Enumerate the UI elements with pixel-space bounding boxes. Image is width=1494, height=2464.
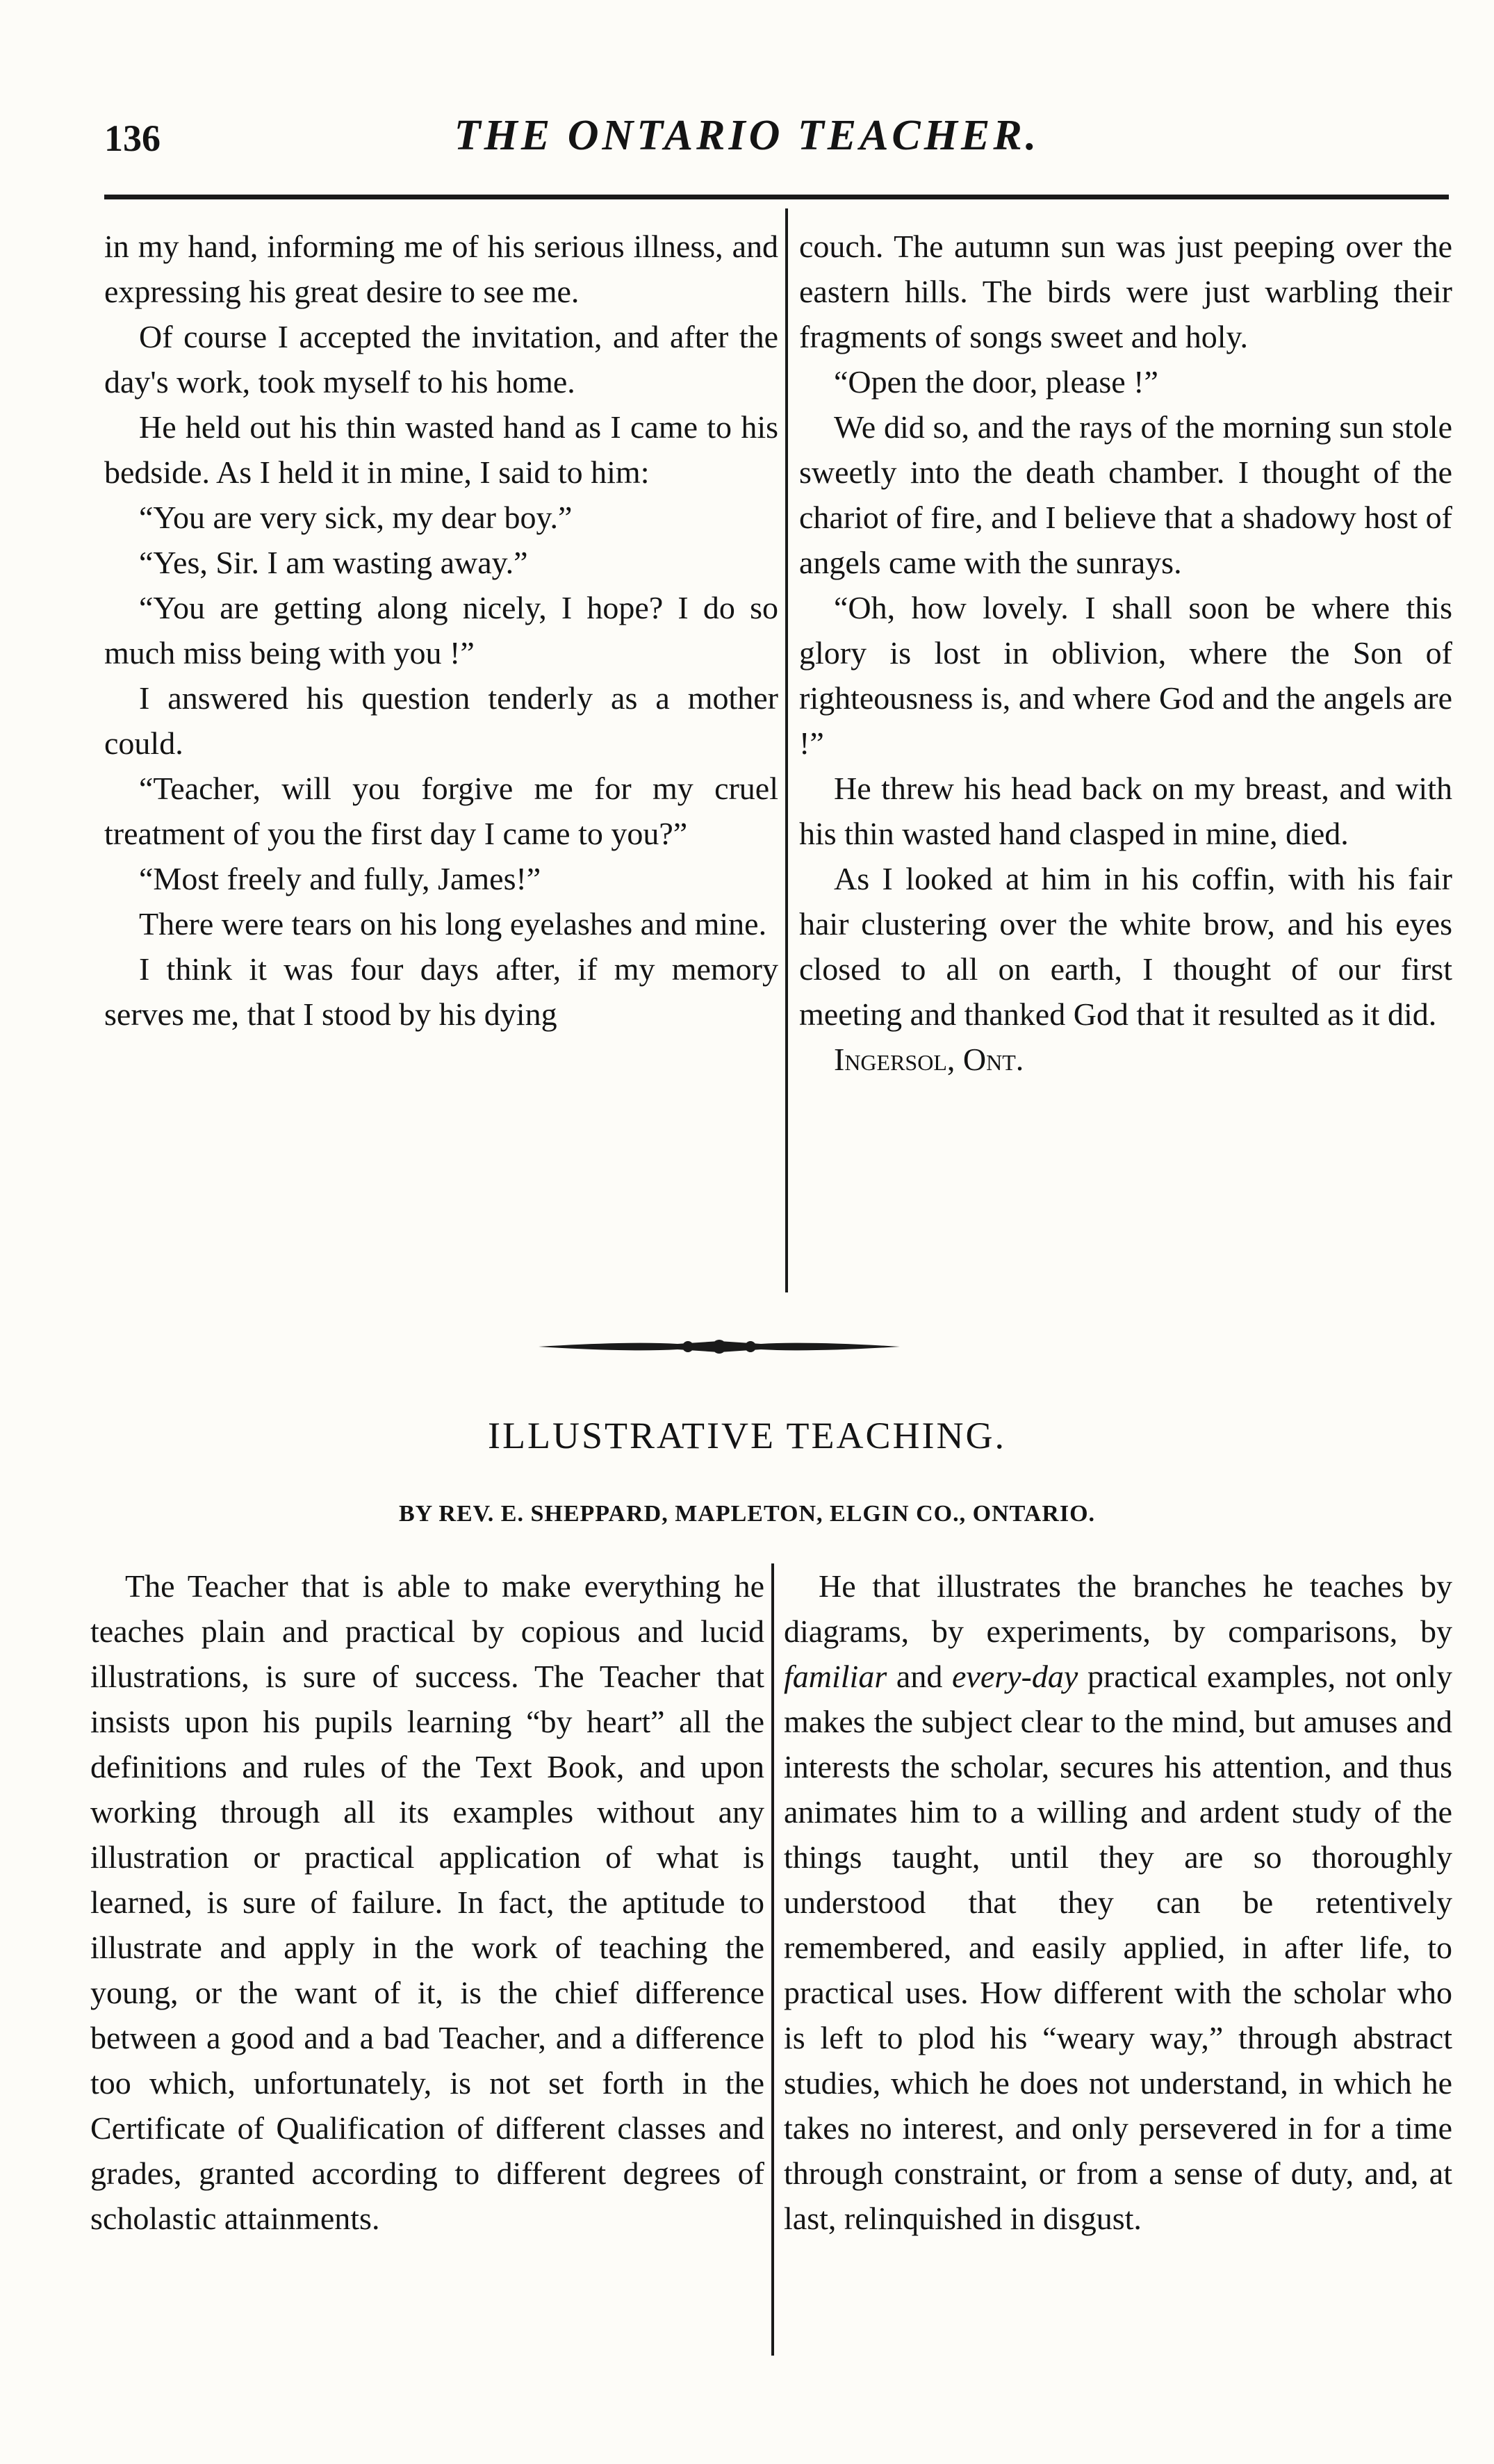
header-rule — [104, 195, 1449, 199]
signature: Ingersol, Ont. — [834, 1042, 1024, 1077]
paragraph: “Open the door, please !” — [834, 364, 1158, 400]
paragraph: The Teacher that is able to make everything he teaches plain and practical by copious and lucid illustrations, is sure of success. The Teacher that insists upon his pupils learning “by heart” all the definitions and rules of the Text Book, and upon working through all its examples without any illustration or practical application of what is learned, is sure of failure. In fact, the aptitude to illustrate and apply in the work of teaching the young, or the want of it, is the chief difference between a good and a bad Teacher, and a difference too which, unfortunately, is not set forth in the Certificate of Qualification of different classes and grades, granted according to different degrees of scholastic attainments. — [90, 1568, 764, 2236]
page-number: 136 — [104, 117, 161, 159]
italic-word: familiar — [784, 1659, 887, 1694]
paragraph: “Oh, how lovely. I shall soon be where this glory is lost in oblivion, where the Son of righteousness is, and where God and the angels are !” — [799, 590, 1452, 761]
upper-left-column — [104, 224, 778, 1037]
article-title: ILLUSTRATIVE TEACHING. — [488, 1415, 1006, 1456]
lower-right-column — [784, 1563, 1452, 2241]
text-run: and — [887, 1659, 952, 1694]
paragraph: “Teacher, will you forgive me for my cruel treatment of you the first day I came to you?” — [104, 771, 778, 851]
paragraph: in my hand, informing me of his serious illness, and expressing his great desire to see me. — [104, 229, 778, 309]
paragraph: I think it was four days after, if my memory serves me, that I stood by his dying — [104, 951, 778, 1032]
italic-word: every-day — [951, 1659, 1078, 1694]
paragraph: He threw his head back on my breast, and with his thin wasted hand clasped in mine, died. — [799, 771, 1452, 851]
paragraph: “Most freely and fully, James!” — [139, 861, 541, 896]
paragraph: As I looked at him in his coffin, with his fair hair clustering over the white brow, and his eyes closed to all on earth, I thought of our first meeting and thanked God that it resulted as it did. — [799, 861, 1452, 1032]
paragraph: We did so, and the rays of the morning sun stole sweetly into the death chamber. I thought of the chariot of fire, and I believe that a shadowy host of angels came with the sunrays. — [799, 409, 1452, 580]
lower-column-divider — [771, 1563, 774, 2356]
paragraph: couch. The autumn sun was just peeping over the eastern hills. The birds were just warbling their fragments of songs sweet and holy. — [799, 229, 1452, 354]
ornament-divider — [539, 1333, 900, 1361]
lower-left-column — [90, 1563, 764, 2241]
paragraph: He held out his thin wasted hand as I came to his bedside. As I held it in mine, I said to him: — [104, 409, 778, 490]
text-run: practical examples, not only makes the subject clear to the mind, but amuses and interests the scholar, secures his attention, and thus animates him to a willing and ardent study of the things taught, until they are so thoroughly understood that they can be retentively remembered, and easily applied, in after life, to practical uses. How different with the scholar who is left to plod his “weary way,” through abstract studies, which he does not understand, in which he takes no interest, and only persevered in for a time through constraint, or from a sense of duty, and, at last, relinquished in disgust. — [784, 1659, 1453, 2236]
text-run: He that illustrates the branches he teaches by diagrams, by experiments, by comparisons, by — [784, 1568, 1452, 1649]
paragraph: “Yes, Sir. I am wasting away.” — [139, 545, 528, 580]
paragraph: There were tears on his long eyelashes and mine. — [139, 906, 767, 942]
upper-right-column — [799, 224, 1452, 1082]
paragraph: “You are getting along nicely, I hope? I do so much miss being with you !” — [104, 590, 778, 671]
running-title: THE ONTARIO TEACHER. — [454, 112, 1040, 159]
paragraph — [784, 1563, 1452, 2241]
paragraph: Of course I accepted the invitation, and after the day's work, took myself to his home. — [104, 319, 778, 400]
paragraph: I answered his question tenderly as a mother could. — [104, 680, 778, 761]
paragraph: “You are very sick, my dear boy.” — [139, 500, 573, 535]
article-byline: BY REV. E. SHEPPARD, MAPLETON, ELGIN CO., ONTARIO. — [398, 1501, 1096, 1527]
upper-column-divider — [785, 208, 788, 1292]
